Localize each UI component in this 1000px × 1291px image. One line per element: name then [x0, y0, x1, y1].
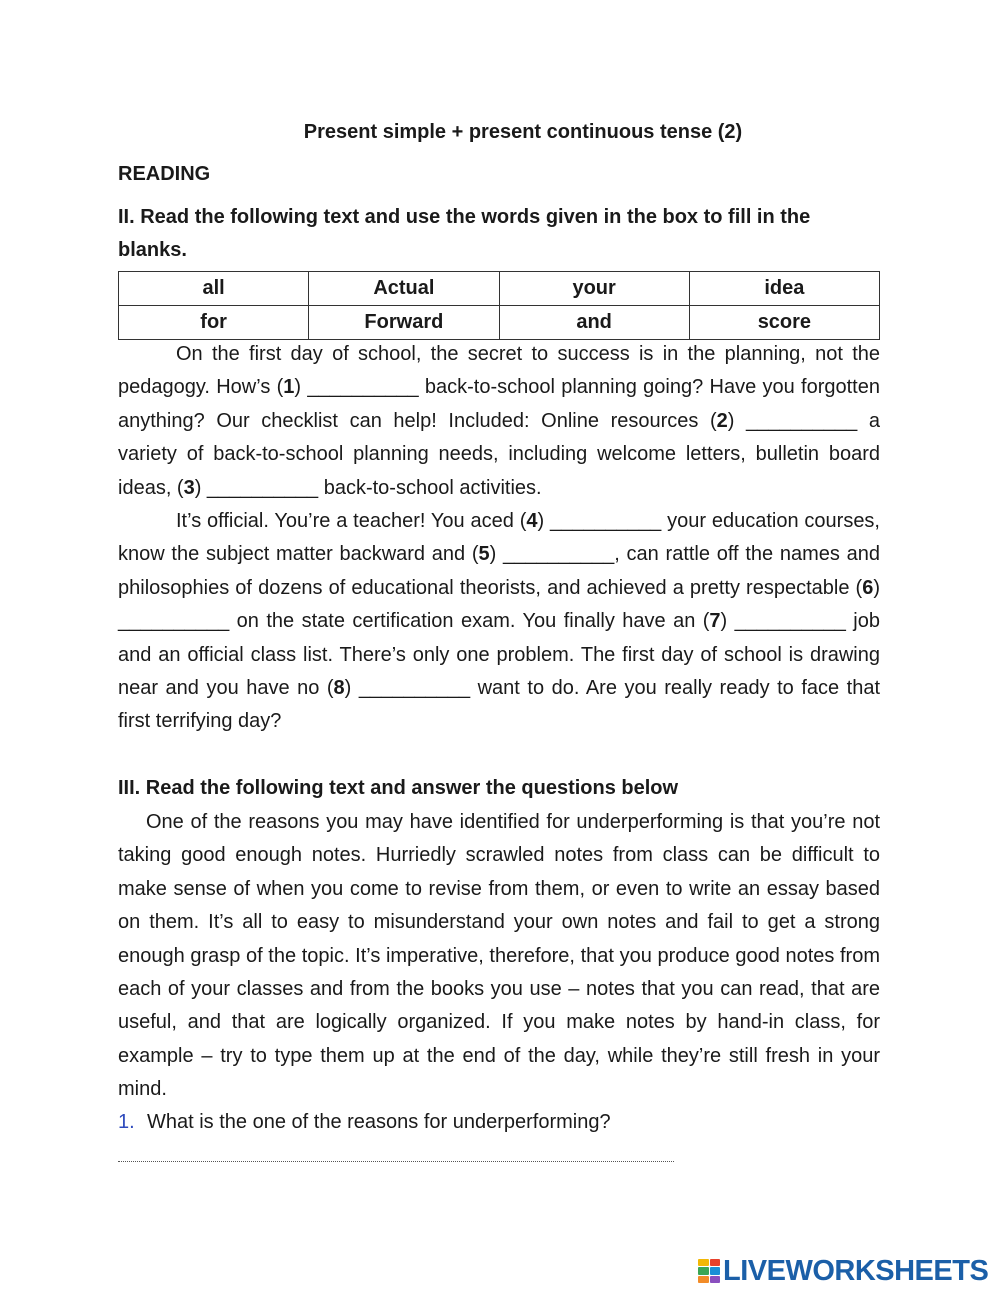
section-3-paragraph: One of the reasons you may have identified for underperforming is that you’re not taking good enough notes. Hurriedly scrawled notes from class can be difficult to make sense of when you come to revise from them, or even to write an essay based on them. It’s all to easy to misunderstand your own notes and fail to get a strong enough grasp of the topic. It’s imperative, therefore, that you produce good notes from each of your classes and from the books you use – notes that you can read, that are useful, and that are logically organized. If you make notes by hand-in class, for example – try to type them up at the end of the day, while they’re still fresh in your mind. — [118, 811, 880, 1101]
word-box-cell: Forward — [309, 306, 499, 340]
word-box-cell: your — [499, 272, 689, 306]
word-box-cell: and — [499, 306, 689, 340]
word-box-cell: idea — [689, 272, 879, 306]
word-box-row — [119, 306, 880, 340]
word-box-row — [119, 272, 880, 306]
logo-block — [698, 1259, 709, 1266]
logo-block — [710, 1259, 721, 1266]
logo-block — [698, 1276, 709, 1283]
text-run[interactable]: ) __________, can rattle off the names and philosophies of dozens of educational theorists, and achieved a pretty respectable ( — [118, 543, 880, 599]
logo-block — [698, 1267, 709, 1274]
text-run[interactable]: ) __________ back-to-school planning going? Have you forgotten anything? Our checklist can help! Included: Online resources ( — [118, 376, 880, 432]
blank-number: 4 — [526, 510, 538, 532]
reading-heading: READING — [118, 163, 211, 185]
logo-block — [710, 1276, 721, 1283]
blank-number: 6 — [862, 576, 874, 599]
page-title: Present simple + present continuous tense (2) — [303, 121, 743, 143]
word-box-cell: all — [119, 272, 309, 306]
question-number: 1. — [118, 1111, 135, 1133]
question-1 — [118, 1106, 880, 1139]
blank-number: 7 — [709, 610, 721, 633]
text-run[interactable]: ) __________ on the state certification exam. You finally have an ( — [118, 576, 880, 633]
text-run: On the first day of school, the secret to success is in the planning, not the pedagogy. How’s ( — [118, 343, 880, 399]
logo-block — [710, 1267, 721, 1274]
section-2-heading: II. Read the following text and use the words given in the box to fill in the blanks. — [118, 206, 811, 261]
blank-number: 2 — [716, 409, 728, 432]
word-box-cell: Actual — [309, 272, 499, 306]
word-box-table — [118, 271, 880, 340]
text-run[interactable]: ) __________ your education courses, know the subject matter backward and ( — [118, 510, 880, 566]
question-text: What is the one of the reasons for underperforming? — [147, 1111, 611, 1133]
text-run[interactable]: ) __________ a variety of back-to-school planning needs, including welcome letters, bulletin board ideas, ( — [118, 409, 880, 499]
logo-text: LIVEWORKSHEETS — [723, 1255, 989, 1287]
word-box-cell: score — [689, 306, 879, 340]
word-box-cell: for — [119, 306, 309, 340]
section-2-paragraph-2 — [118, 505, 880, 739]
text-run[interactable]: ) __________ job and an official class list. There’s only one problem. The first day of school is drawing near and you have no ( — [118, 610, 880, 700]
liveworksheets-logo — [698, 1257, 988, 1285]
section-2-paragraph-1 — [118, 338, 880, 505]
text-run[interactable]: ) __________ back-to-school activities. — [194, 476, 542, 499]
blank-number: 3 — [183, 476, 195, 499]
section-3-heading: III. Read the following text and answer the questions below — [118, 777, 679, 799]
blank-number: 8 — [333, 677, 345, 700]
blank-number: 1 — [283, 376, 295, 399]
text-run[interactable]: ) __________ want to do. Are you really ready to face that first terrifying day? — [118, 677, 880, 733]
logo-mark-icon — [698, 1259, 720, 1283]
blank-number: 5 — [478, 543, 490, 566]
text-run: It’s official. You’re a teacher! You aced ( — [176, 510, 527, 532]
answer-line-1[interactable] — [118, 1161, 674, 1162]
